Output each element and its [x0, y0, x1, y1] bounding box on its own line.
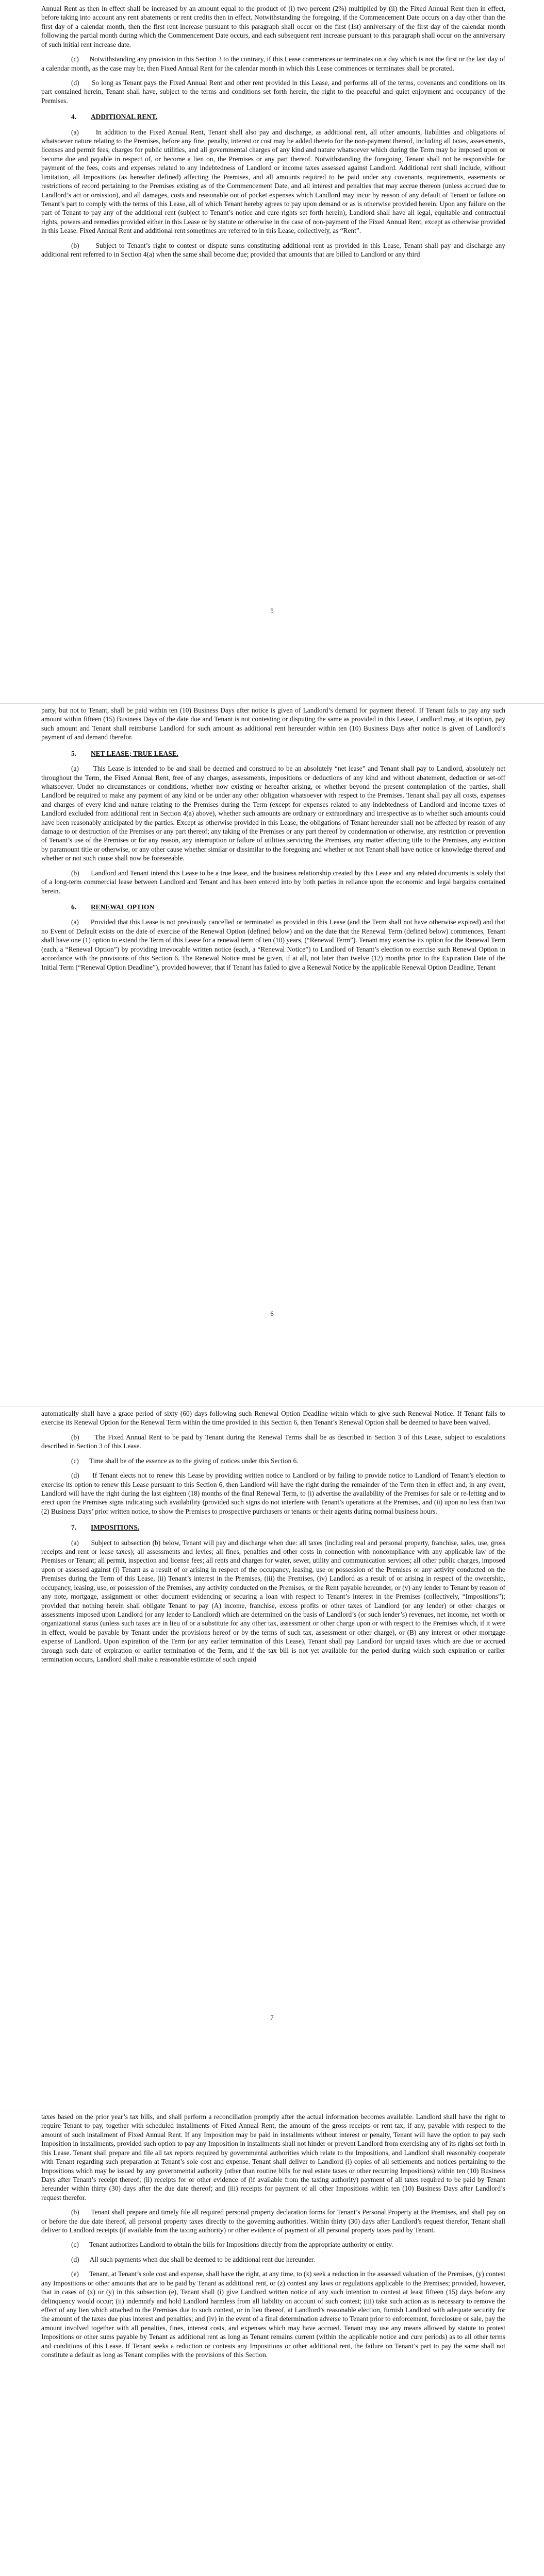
- section-title: IMPOSITIONS.: [91, 1523, 140, 1532]
- lease-paragraph: (d) All such payments when due shall be deemed to be additional rent due hereunder.: [71, 2255, 315, 2263]
- section-title: NET LEASE; TRUE LEASE.: [91, 749, 178, 757]
- section-number: 6.: [71, 903, 77, 911]
- lease-paragraph: (b) The Fixed Annual Rent to be paid by Tenant during the Renewal Terms shall be as described in Section 3 of this Lease, subject to escalations described in Section 3 of this Lease.: [41, 1433, 505, 1450]
- section-heading: [71, 1523, 505, 1532]
- lease-paragraph: (b) Subject to Tenant’s right to contest or dispute sums constituting additional rent as provided in this Lease, Tenant shall pay and discharge any additional rent referred to in Section 4(a) when the same shall become due; provided that amounts that are billed to Landlord or any third: [41, 241, 505, 259]
- page-number: 5: [270, 607, 274, 615]
- page-number: 6: [270, 1310, 274, 1317]
- lease-paragraph: Annual Rent as then in effect shall be increased by an amount equal to the product of (i) two percent (2%) multiplied by (ii) the Fixed Annual Rent then in effect, before taking into account any rent abatements or rent credits then in effect. Notwithstanding the foregoing, if the Commencement Date occurs on a day other than the first day of a calendar month, then the first rent increase pursuant to this paragraph shall occur on the first (1st) anniversary of the first day of the calendar month following the partial month during which the Commencement Date occurs, and each subsequent rent increase pursuant to this paragraph shall occur on the anniversary of such initial rent increase date.: [41, 5, 505, 48]
- section-number: 7.: [71, 1523, 77, 1532]
- section-title: ADDITIONAL RENT.: [91, 113, 158, 121]
- page-number: 7: [270, 2013, 274, 2021]
- page-divider: [0, 1406, 544, 1407]
- lease-paragraph: (a) Provided that this Lease is not previously cancelled or terminated as provided in this Lease (and the Term shall not have otherwise expired) and that no Event of Default exists on the date of exercise of the Renewal Option (defined below) and on the date that the Renewal Term (defined below) commences, Tenant shall have one (1) option to extend the Term of this Lease for a renewal term of ten (10) years, (“Renewal Term”). Tenant may exercise its option for the Renewal Term (each, a “Renewal Option”) by providing irrevocable written notice (each, a “Renewal Notice”) to Landlord of Tenant’s election to exercise such Renewal Option in accordance with the provisions of this Section 6. The Renewal Notice must be given, if at all, not later than twelve (12) months prior to the Expiration Date of the Initial Term (“Renewal Option Deadline”), provided however, that if Tenant has failed to give a Renewal Notice by the applicable Renewal Option Deadline, Tenant: [41, 918, 505, 971]
- lease-page-8: [0, 2112, 544, 2576]
- section-number: 5.: [71, 749, 77, 757]
- section-heading: [71, 749, 505, 758]
- lease-page-6: [0, 706, 544, 1404]
- lease-page-7: [0, 1409, 544, 2108]
- section-heading: [71, 903, 505, 911]
- section-number: 4.: [71, 113, 77, 121]
- lease-paragraph: (d) If Tenant elects not to renew this Lease by providing written notice to Landlord or by failing to provide notice to Landlord of Tenant’s election to exercise its option to renew this Lease pursuant to this Section 6, then Landlord will have the right during the remainder of the Term then in effect and, in any event, Landlord will have the right during the last eighteen (18) months of the final Renewal Term, to (i) advertise the availability of the Premises for sale or re-letting and to erect upon the Premises signs indicating such availability (provided such signs do not interfere with Tenant’s operations at the Premises, and (ii) upon no less than two (2) Business Days’ prior written notice, to show the Premises to prospective purchasers or tenants or their agents during normal business hours.: [41, 1471, 505, 1515]
- lease-paragraph: (c) Notwithstanding any provision in this Section 3 to the contrary, if this Lease commences or terminates on a day which is not the first or the last day of a calendar month, as the case may be, then Fixed Annual Rent for the calendar month in which this Lease commences or terminates shall be prorated.: [41, 55, 505, 72]
- lease-paragraph: (b) Tenant shall prepare and timely file all required personal property declaration forms for Tenant’s Personal Property at the Premises, and shall pay on or before the due date thereof, all personal property taxes directly to the governing authorities. Within thirty (30) days after Landlord’s request therefor, Tenant shall deliver to Landlord receipts (if available from the taxing authority) or other evidence of payment of all personal property taxes paid by Tenant.: [41, 2208, 505, 2234]
- lease-paragraph: (a) Subject to subsection (b) below, Tenant will pay and discharge when due: all taxes (including real and personal property, franchise, sales, use, gross receipts and rent or lease taxes); all assessments and levies; all fines, penalties and other costs in connection with noncompliance with any applicable law of the Premises or Tenant; all permit, inspection and license fees; all rents and charges for water, sewer, utility and communication services; all other public charges, imposed upon or assessed against (i) Tenant as a result of or arising in respect of the occupancy, leasing, use or possession of the Premises or any activity conducted on the Premises during the Term of this Lease, (ii) Tenant’s interest in the Premises, (iii) the Premises, (iv) Landlord as a result of or arising in respect of the ownership, occupancy, leasing, use, or possession of the Premises, any activity conducted on the Premises, or the Rent payable hereunder, or (v) any lender to Tenant by reason of any note, mortgage, assignment or other document evidencing or securing a loan with respect to Tenant’s interest in the Premises (collectively, “Impositions”); provided that nothing herein shall obligate Tenant to pay (A) income, franchise, excess profits or other taxes of Landlord (or any lender) or other charges or assessments imposed upon Landlord (or any lender to Landlord) which are determined on the basis of Landlord’s (or such lender’s) revenues, net income, net worth or organizational status (unless such taxes are in lieu of or a substitute for any other tax, assessment or other charge upon or with respect to the Premises which, if it were in effect, would be payable by Tenant under the provisions hereof or by the terms of such tax, assessment or other charge), or (B) any interest or other mortgage expense of Landlord. Upon expiration of the Term (or any earlier termination of this Lease), Tenant shall pay Landlord for unpaid taxes which are due or accrued through such date of expiration or earlier termination of the Term, and if the tax bill is not yet available for the period during which such expiration or earlier termination occurs, Landlord shall make a reasonable estimate of such unpaid: [41, 1538, 505, 1664]
- lease-paragraph: automatically shall have a grace period of sixty (60) days following such Renewal Option Deadline within which to give such Renewal Notice. If Tenant fails to exercise its Renewal Option for the Renewal Term within the time provided in this Section 6, then Tenant’s Renewal Option shall be deemed to have been waived.: [41, 1410, 505, 1427]
- lease-paragraph: (c) Tenant authorizes Landlord to obtain the bills for Impositions directly from the appropriate authority or entity.: [71, 2241, 393, 2249]
- lease-paragraph: (d) So long as Tenant pays the Fixed Annual Rent and other rent provided in this Lease, and performs all of the terms, covenants and conditions on its part contained herein, Tenant shall have, subject to the terms and conditions set forth herein, the right to the peaceful and quiet enjoyment and occupancy of the Premises.: [41, 78, 505, 105]
- page-divider: [0, 703, 544, 704]
- section-heading: [71, 112, 505, 121]
- section-title: RENEWAL OPTION: [91, 903, 155, 911]
- lease-paragraph: taxes based on the prior year’s tax bills, and shall perform a reconciliation promptly after the actual information becomes available. Landlord shall have the right to require Tenant to pay, together with scheduled installments of Fixed Annual Rent, the amount of the gross receipts or rent tax, if any, payable with respect to the amount of such installment of Fixed Annual Rent. If any Imposition may be paid in installments without interest or penalty, Tenant will have the option to pay such Imposition in installments, provided such option to pay any Imposition in installments shall not hinder or prevent Landlord from exercising any of its rights set forth in this Lease. Tenant shall prepare and file all tax reports required by governmental authorities which relate to the Impositions, and Landlord shall reasonably cooperate with Tenant regarding such preparation at Tenant’s sole cost and expense. Tenant shall deliver to Landlord (i) copies of all settlements and notices pertaining to the Impositions which may be issued by any governmental authority (other than routine bills for real estate taxes or other recurring Impositions) within ten (10) Business Days after Tenant’s receipt thereof; (ii) receipts for or other evidence of (if available from the taxing authority) payment of all taxes required to be paid by Tenant hereunder within thirty (30) days after the due date thereof; and (iii) receipts for payment of all other Impositions within ten (10) Business Days after Landlord’s request therefor.: [41, 2113, 505, 2201]
- lease-paragraph: (b) Landlord and Tenant intend this Lease to be a true lease, and the business relationship created by this Lease and any related documents is solely that of a long-term commercial lease between Landlord and Tenant and has been entered into by both parties in reliance upon the economic and legal bargains contained herein.: [41, 869, 505, 895]
- lease-paragraph: (c) Time shall be of the essence as to the giving of notices under this Section 6.: [71, 1456, 299, 1465]
- lease-paragraph: (e) Tenant, at Tenant’s sole cost and expense, shall have the right, at any time, to (x) seek a reduction in the assessed valuation of the Premises, (y) contest any Impositions or other amounts that are to be paid by Tenant as additional rent, or (z) contest any laws or regulations applicable to the Premises; provided, however, that in cases of (x) or (y) in this subsection (e), Tenant shall (i) give Landlord written notice of any such intention to contest at least fifteen (15) days before any delinquency would occur; (ii) indemnify and hold Landlord harmless from all liability on account of such contest; (iii) take such action as is necessary to remove the effect of any lien which attached to the Premises due to such contest, or in lieu thereof, at Landlord’s reasonable election, furnish Landlord with adequate security for the amount of the taxes due plus interest and penalties; and (iv) in the event of a final determination adverse to Tenant prior to enforcement, foreclosure or sale, pay the amount involved together with all penalties, fines, interest costs, and expenses which may have accrued. Tenant may use any means allowed by statute to protest Impositions or other sums payable by Tenant as additional rent as long as Tenant remains current (within the applicable notice and cure periods) as to all other terms and conditions of this Lease. If Tenant seeks a reduction or contests any Impositions or other additional rent, the failure on Tenant’s part to pay the same shall not constitute a default as long as Tenant complies with the provisions of this Section.: [41, 2270, 505, 2359]
- lease-page-5: [0, 4, 544, 701]
- lease-paragraph: (a) This Lease is intended to be and shall be deemed and construed to be an absolutely “net lease” and Tenant shall pay to Landlord, absolutely net throughout the Term, the Fixed Annual Rent, free of any charges, assessments, impositions or deductions of any kind and without abatement, deduction or set-off whatsoever. Under no circumstances or conditions, whether now existing or hereafter arising, or whether beyond the present contemplation of the parties, shall Landlord be required to make any payment of any kind or be under any other obligation whatsoever with respect to the Premises. Tenant shall pay all costs, expenses and charges of every kind and nature relating to the Premises during the Term (except for expenses related to any indebtedness of Landlord and income taxes of Landlord excluded from additional rent in Section 4(a) above), whether such amounts are ordinary or extraordinary and irrespective as to whether such amounts could have been reasonably anticipated by the parties. Except as otherwise provided in this Lease, the obligations of Tenant hereunder shall not be affected by reason of any damage to or destruction of the Premises or any part thereof; any taking of the Premises or any part thereof by condemnation or otherwise, any restriction or prevention of Tenant’s use of the Premises or for any reason, any interruption or failure of utilities servicing the Premises, any matter affecting title to the Premises, any eviction by paramount title or otherwise, or any other cause whether similar or dissimilar to the foregoing and whether or not Tenant shall have notice or knowledge thereof and whether or not such cause shall now be foreseeable.: [41, 765, 505, 862]
- lease-paragraph: (a) In addition to the Fixed Annual Rent, Tenant shall also pay and discharge, as additional rent, all other amounts, liabilities and obligations of whatsoever nature relating to the Premises, before any fine, penalty, interest or cost may be added thereto for the non-payment thereof, including all taxes, assessments, licenses and permit fees, charges for public utilities, and all governmental charges of any kind and nature whatsoever which during the Term may be imposed upon or become due and payable in respect of, or become a lien on, the Premises or any part thereof. Notwithstanding the foregoing, Tenant shall not be responsible for payment of the fees, costs and expenses related to any indebtedness of Landlord or income taxes assessed against Landlord. Additional rent shall include, without limitation, all Impositions (as hereafter defined) affecting the Premises, and all amounts required to be paid under any covenants, requirements, easements or restrictions of record pertaining to the Premises existing as of the Commencement Date, and all interest and penalties that may accrue thereon (unless accrued due to Landlord’s act or omission), and all damages, costs and reasonable out of pocket expenses which Landlord may incur by reason of any default of Tenant or failure on Tenant’s part to comply with the terms of this Lease, all of which Tenant hereby agrees to pay upon demand or as is otherwise provided herein. Upon any failure on the part of Tenant to pay any of the additional rent (subject to Tenant’s notice and cure rights set forth herein), Landlord shall have all legal, equitable and contractual rights, powers and remedies provided either in this Lease or by statute or otherwise in the case of non-payment of the Fixed Annual Rent, except as otherwise provided in this Lease. Fixed Annual Rent and additional rent sometimes are referred to in this Lease, collectively, as “Rent”.: [41, 128, 505, 235]
- lease-paragraph: party, but not to Tenant, shall be paid within ten (10) Business Days after notice is given of Landlord’s demand for payment thereof. If Tenant fails to pay any such amount within fifteen (15) Business Days of the date due and Tenant is not contesting or disputing the same as provided in this Lease, Landlord may, at its option, pay such amount and Tenant shall reimburse Landlord for such amount as additional rent hereunder within ten (10) Business Days after notice is given of Landlord’s payment of and demand therefor.: [41, 706, 505, 741]
